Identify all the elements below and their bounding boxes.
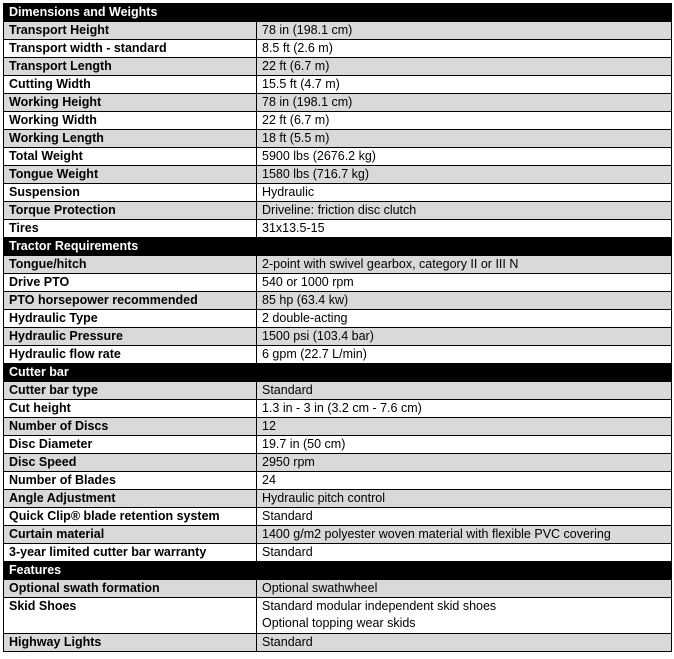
spec-value: 85 hp (63.4 kw) <box>257 292 672 310</box>
spec-value: 2-point with swivel gearbox, category II or III N <box>257 256 672 274</box>
spec-value: 24 <box>257 472 672 490</box>
spec-value: 15.5 ft (4.7 m) <box>257 76 672 94</box>
table-row <box>4 58 672 76</box>
section-header-blank <box>257 562 672 580</box>
spec-value: Driveline: friction disc clutch <box>257 202 672 220</box>
table-row <box>4 508 672 526</box>
spec-value: 2 double-acting <box>257 310 672 328</box>
table-row <box>4 40 672 58</box>
table-row <box>4 634 672 652</box>
section-header <box>4 562 672 580</box>
spec-label: Total Weight <box>4 148 257 166</box>
spec-label: Number of Blades <box>4 472 257 490</box>
section-header <box>4 238 672 256</box>
section-title: Tractor Requirements <box>4 238 257 256</box>
spec-value: 22 ft (6.7 m) <box>257 58 672 76</box>
spec-table <box>3 3 672 652</box>
section-title: Cutter bar <box>4 364 257 382</box>
table-row <box>4 382 672 400</box>
section-header-blank <box>257 4 672 22</box>
table-row <box>4 526 672 544</box>
spec-label: Working Height <box>4 94 257 112</box>
spec-label: Torque Protection <box>4 202 257 220</box>
spec-table-body <box>4 4 672 652</box>
spec-value: Standard <box>257 382 672 400</box>
spec-value: 540 or 1000 rpm <box>257 274 672 292</box>
spec-value: Optional swathwheel <box>257 580 672 598</box>
spec-value: 78 in (198.1 cm) <box>257 22 672 40</box>
spec-label: Quick Clip® blade retention system <box>4 508 257 526</box>
table-row <box>4 346 672 364</box>
spec-label: Skid Shoes <box>4 598 257 634</box>
section-header-blank <box>257 238 672 256</box>
spec-label: Optional swath formation <box>4 580 257 598</box>
spec-value-line: Optional topping wear skids <box>262 616 416 630</box>
spec-value: Hydraulic <box>257 184 672 202</box>
table-row <box>4 256 672 274</box>
spec-value-line: Standard modular independent skid shoes <box>262 599 497 613</box>
table-row <box>4 130 672 148</box>
spec-value <box>257 598 672 634</box>
spec-label: Transport Length <box>4 58 257 76</box>
spec-label: Disc Diameter <box>4 436 257 454</box>
section-title: Features <box>4 562 257 580</box>
spec-value: 8.5 ft (2.6 m) <box>257 40 672 58</box>
spec-label: Curtain material <box>4 526 257 544</box>
table-row <box>4 202 672 220</box>
section-header <box>4 4 672 22</box>
spec-label: Disc Speed <box>4 454 257 472</box>
spec-label: Tongue Weight <box>4 166 257 184</box>
spec-value: 22 ft (6.7 m) <box>257 112 672 130</box>
spec-value: 78 in (198.1 cm) <box>257 94 672 112</box>
spec-label: Tires <box>4 220 257 238</box>
section-header <box>4 364 672 382</box>
spec-value: 1580 lbs (716.7 kg) <box>257 166 672 184</box>
spec-value: 1.3 in - 3 in (3.2 cm - 7.6 cm) <box>257 400 672 418</box>
spec-label: Transport Height <box>4 22 257 40</box>
table-row <box>4 220 672 238</box>
table-row <box>4 328 672 346</box>
table-row <box>4 400 672 418</box>
spec-label: 3-year limited cutter bar warranty <box>4 544 257 562</box>
table-row <box>4 472 672 490</box>
spec-label: Drive PTO <box>4 274 257 292</box>
spec-value: 5900 lbs (2676.2 kg) <box>257 148 672 166</box>
spec-value: 12 <box>257 418 672 436</box>
spec-label: Highway Lights <box>4 634 257 652</box>
spec-label: Hydraulic Pressure <box>4 328 257 346</box>
table-row <box>4 310 672 328</box>
spec-label: Hydraulic Type <box>4 310 257 328</box>
table-row <box>4 418 672 436</box>
table-row <box>4 598 672 634</box>
table-row <box>4 292 672 310</box>
spec-label: Suspension <box>4 184 257 202</box>
spec-label: PTO horsepower recommended <box>4 292 257 310</box>
spec-label: Cutter bar type <box>4 382 257 400</box>
spec-label: Hydraulic flow rate <box>4 346 257 364</box>
table-row <box>4 184 672 202</box>
table-row <box>4 580 672 598</box>
spec-value: 19.7 in (50 cm) <box>257 436 672 454</box>
spec-value: 6 gpm (22.7 L/min) <box>257 346 672 364</box>
section-header-blank <box>257 364 672 382</box>
section-title: Dimensions and Weights <box>4 4 257 22</box>
table-row <box>4 490 672 508</box>
table-row <box>4 274 672 292</box>
spec-value: 31x13.5-15 <box>257 220 672 238</box>
table-row <box>4 166 672 184</box>
table-row <box>4 94 672 112</box>
table-row <box>4 22 672 40</box>
spec-label: Tongue/hitch <box>4 256 257 274</box>
spec-value: 1400 g/m2 polyester woven material with flexible PVC covering <box>257 526 672 544</box>
spec-label: Cutting Width <box>4 76 257 94</box>
spec-label: Transport width - standard <box>4 40 257 58</box>
spec-label: Working Width <box>4 112 257 130</box>
spec-value: 18 ft (5.5 m) <box>257 130 672 148</box>
table-row <box>4 148 672 166</box>
spec-value: 2950 rpm <box>257 454 672 472</box>
table-row <box>4 454 672 472</box>
spec-label: Angle Adjustment <box>4 490 257 508</box>
spec-value: Standard <box>257 634 672 652</box>
spec-value: Standard <box>257 544 672 562</box>
spec-value: 1500 psi (103.4 bar) <box>257 328 672 346</box>
table-row <box>4 112 672 130</box>
table-row <box>4 544 672 562</box>
spec-value: Hydraulic pitch control <box>257 490 672 508</box>
spec-label: Working Length <box>4 130 257 148</box>
spec-label: Number of Discs <box>4 418 257 436</box>
table-row <box>4 436 672 454</box>
spec-label: Cut height <box>4 400 257 418</box>
spec-value: Standard <box>257 508 672 526</box>
table-row <box>4 76 672 94</box>
